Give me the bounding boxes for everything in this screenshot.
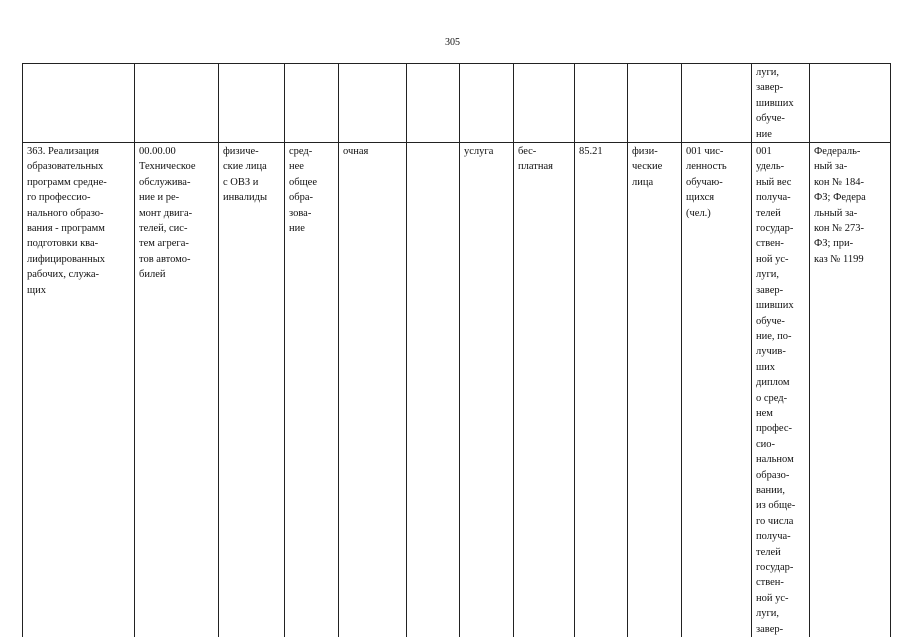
cell-line: луги, xyxy=(756,67,780,78)
cell-line: общее xyxy=(289,176,317,188)
cell-line: ших xyxy=(756,361,775,373)
cell-line: тем агрега- xyxy=(139,238,189,250)
continuation-row xyxy=(23,64,891,143)
cell-line: ческие xyxy=(632,161,663,173)
cell-line: Федераль- xyxy=(814,146,861,158)
volume-indicator-cell xyxy=(682,143,752,638)
cont-cell-9 xyxy=(575,64,628,143)
cell-line: нее xyxy=(289,161,304,173)
cell-line: удель- xyxy=(756,161,785,173)
cell-line: диплом xyxy=(756,377,790,389)
service-row-363 xyxy=(23,143,891,638)
cell-line: обуче- xyxy=(756,315,785,327)
cell-line: завер- xyxy=(756,284,784,296)
cell-line: ние и ре- xyxy=(139,192,180,204)
cell-line: завер- xyxy=(756,82,784,94)
cell-line: из обще- xyxy=(756,500,796,512)
cell-line: льный за- xyxy=(814,207,858,219)
cell-line: ствен- xyxy=(756,238,784,250)
cell-line: сред- xyxy=(289,146,313,158)
cell-line: профес- xyxy=(756,423,793,435)
program-name-cell xyxy=(23,143,135,638)
payment-type-cell xyxy=(514,143,575,638)
cell-line: физи- xyxy=(632,146,658,158)
cell-line: луги, xyxy=(756,608,780,620)
cell-line: образовательных xyxy=(27,161,104,173)
cell-line: ские лица xyxy=(223,161,267,173)
cell-line: зова- xyxy=(289,207,312,219)
cell-line: го профессио- xyxy=(27,192,91,204)
cell-line: обучаю- xyxy=(686,176,723,188)
recipient-cell xyxy=(628,143,682,638)
cont-cell-1 xyxy=(23,64,135,143)
cont-cell-8 xyxy=(514,64,575,143)
cell-line: 85.21 xyxy=(579,146,603,158)
cell-line: ФЗ; Федера xyxy=(814,192,866,204)
cell-line: лица xyxy=(632,176,654,188)
specialty-cell xyxy=(135,143,219,638)
cell-line: обуче- xyxy=(756,113,785,125)
cont-indicator-tail xyxy=(752,64,810,143)
cell-line: каз № 1199 xyxy=(814,253,864,265)
cell-line: щих xyxy=(27,284,46,296)
cell-line: (чел.) xyxy=(686,207,711,219)
cell-line: ной ус- xyxy=(756,592,789,604)
cell-line: ФЗ; при- xyxy=(814,238,854,250)
cell-line: получа- xyxy=(756,192,791,204)
cell-line: телей xyxy=(756,546,781,558)
okved-code-cell xyxy=(575,143,628,638)
cell-line: получа- xyxy=(756,531,791,543)
cont-cell-6 xyxy=(407,64,460,143)
cell-line: инвалиды xyxy=(223,192,268,204)
cell-line: ный вес xyxy=(756,176,792,188)
cell-line: 001 чис- xyxy=(686,146,724,158)
cell-line: кон № 184- xyxy=(814,176,864,188)
cell-line: бес- xyxy=(518,146,537,158)
cell-line: физиче- xyxy=(223,146,259,158)
cell-line: нем xyxy=(756,407,773,419)
cont-cell-13 xyxy=(810,64,891,143)
cell-line: ный за- xyxy=(814,161,848,173)
cell-line: луги, xyxy=(756,269,780,281)
consumer-category-cell xyxy=(219,143,285,638)
cell-line: щихся xyxy=(686,192,715,204)
cont-cell-2 xyxy=(135,64,219,143)
legal-basis-cell xyxy=(810,143,891,638)
cell-line: нального образо- xyxy=(27,207,104,219)
cont-cell-4 xyxy=(285,64,339,143)
cell-line: Техническое xyxy=(139,161,196,173)
cell-line: с ОВЗ и xyxy=(223,176,259,188)
cell-line: ленность xyxy=(686,161,727,173)
service-type-cell xyxy=(460,143,514,638)
cell-line: государ- xyxy=(756,562,794,573)
cell-line: го числа xyxy=(756,515,794,527)
cell-line: программ средне- xyxy=(27,176,107,188)
cell-line: ние xyxy=(289,223,305,235)
cell-line: 001 xyxy=(756,146,772,158)
cell-line: билей xyxy=(139,269,166,281)
cell-line: 00.00.00 xyxy=(139,146,176,158)
cell-line: вании, xyxy=(756,484,785,496)
cell-line: кон № 273- xyxy=(814,223,864,235)
cont-cell-10 xyxy=(628,64,682,143)
cell-line: шивших xyxy=(756,97,794,109)
cell-line: телей, сис- xyxy=(139,223,188,235)
cell-line: вания - программ xyxy=(27,223,105,235)
cell-line: очная xyxy=(343,146,369,158)
cell-line: образо- xyxy=(756,469,790,481)
page-number: 305 xyxy=(445,37,460,48)
cont-cell-11 xyxy=(682,64,752,143)
cell-line: лучив- xyxy=(756,346,786,358)
cont-cell-3 xyxy=(219,64,285,143)
cont-cell-7 xyxy=(460,64,514,143)
cell-line: обслужива- xyxy=(139,176,191,188)
cell-line: монт двига- xyxy=(139,207,193,219)
cell-line: тов автомо- xyxy=(139,253,191,265)
cell-line: подготовки ква- xyxy=(27,238,99,250)
cell-line: ной ус- xyxy=(756,253,789,265)
empty-cell xyxy=(407,143,460,638)
services-table xyxy=(22,63,891,637)
study-form-cell xyxy=(339,143,407,638)
cell-line: обра- xyxy=(289,192,313,204)
cell-line: нальном xyxy=(756,454,794,466)
cell-line: ствен- xyxy=(756,577,784,589)
cont-cell-5 xyxy=(339,64,407,143)
cell-line: рабочих, служа- xyxy=(27,269,100,281)
cell-line: лифицированных xyxy=(27,253,106,265)
cell-line: телей xyxy=(756,207,781,219)
cell-line: шивших xyxy=(756,300,794,312)
cell-line: услуга xyxy=(464,146,494,158)
quality-indicator-cell xyxy=(752,143,810,638)
cell-line: сио- xyxy=(756,438,776,450)
cell-line: государ- xyxy=(756,223,794,235)
education-level-cell xyxy=(285,143,339,638)
cell-line: ние, по- xyxy=(756,330,792,342)
cell-line: платная xyxy=(518,161,553,173)
cell-line: о сред- xyxy=(756,392,788,404)
cell-line: завер- xyxy=(756,623,784,635)
cell-line: 363. Реализация xyxy=(27,146,99,158)
cell-line: ние xyxy=(756,128,772,140)
